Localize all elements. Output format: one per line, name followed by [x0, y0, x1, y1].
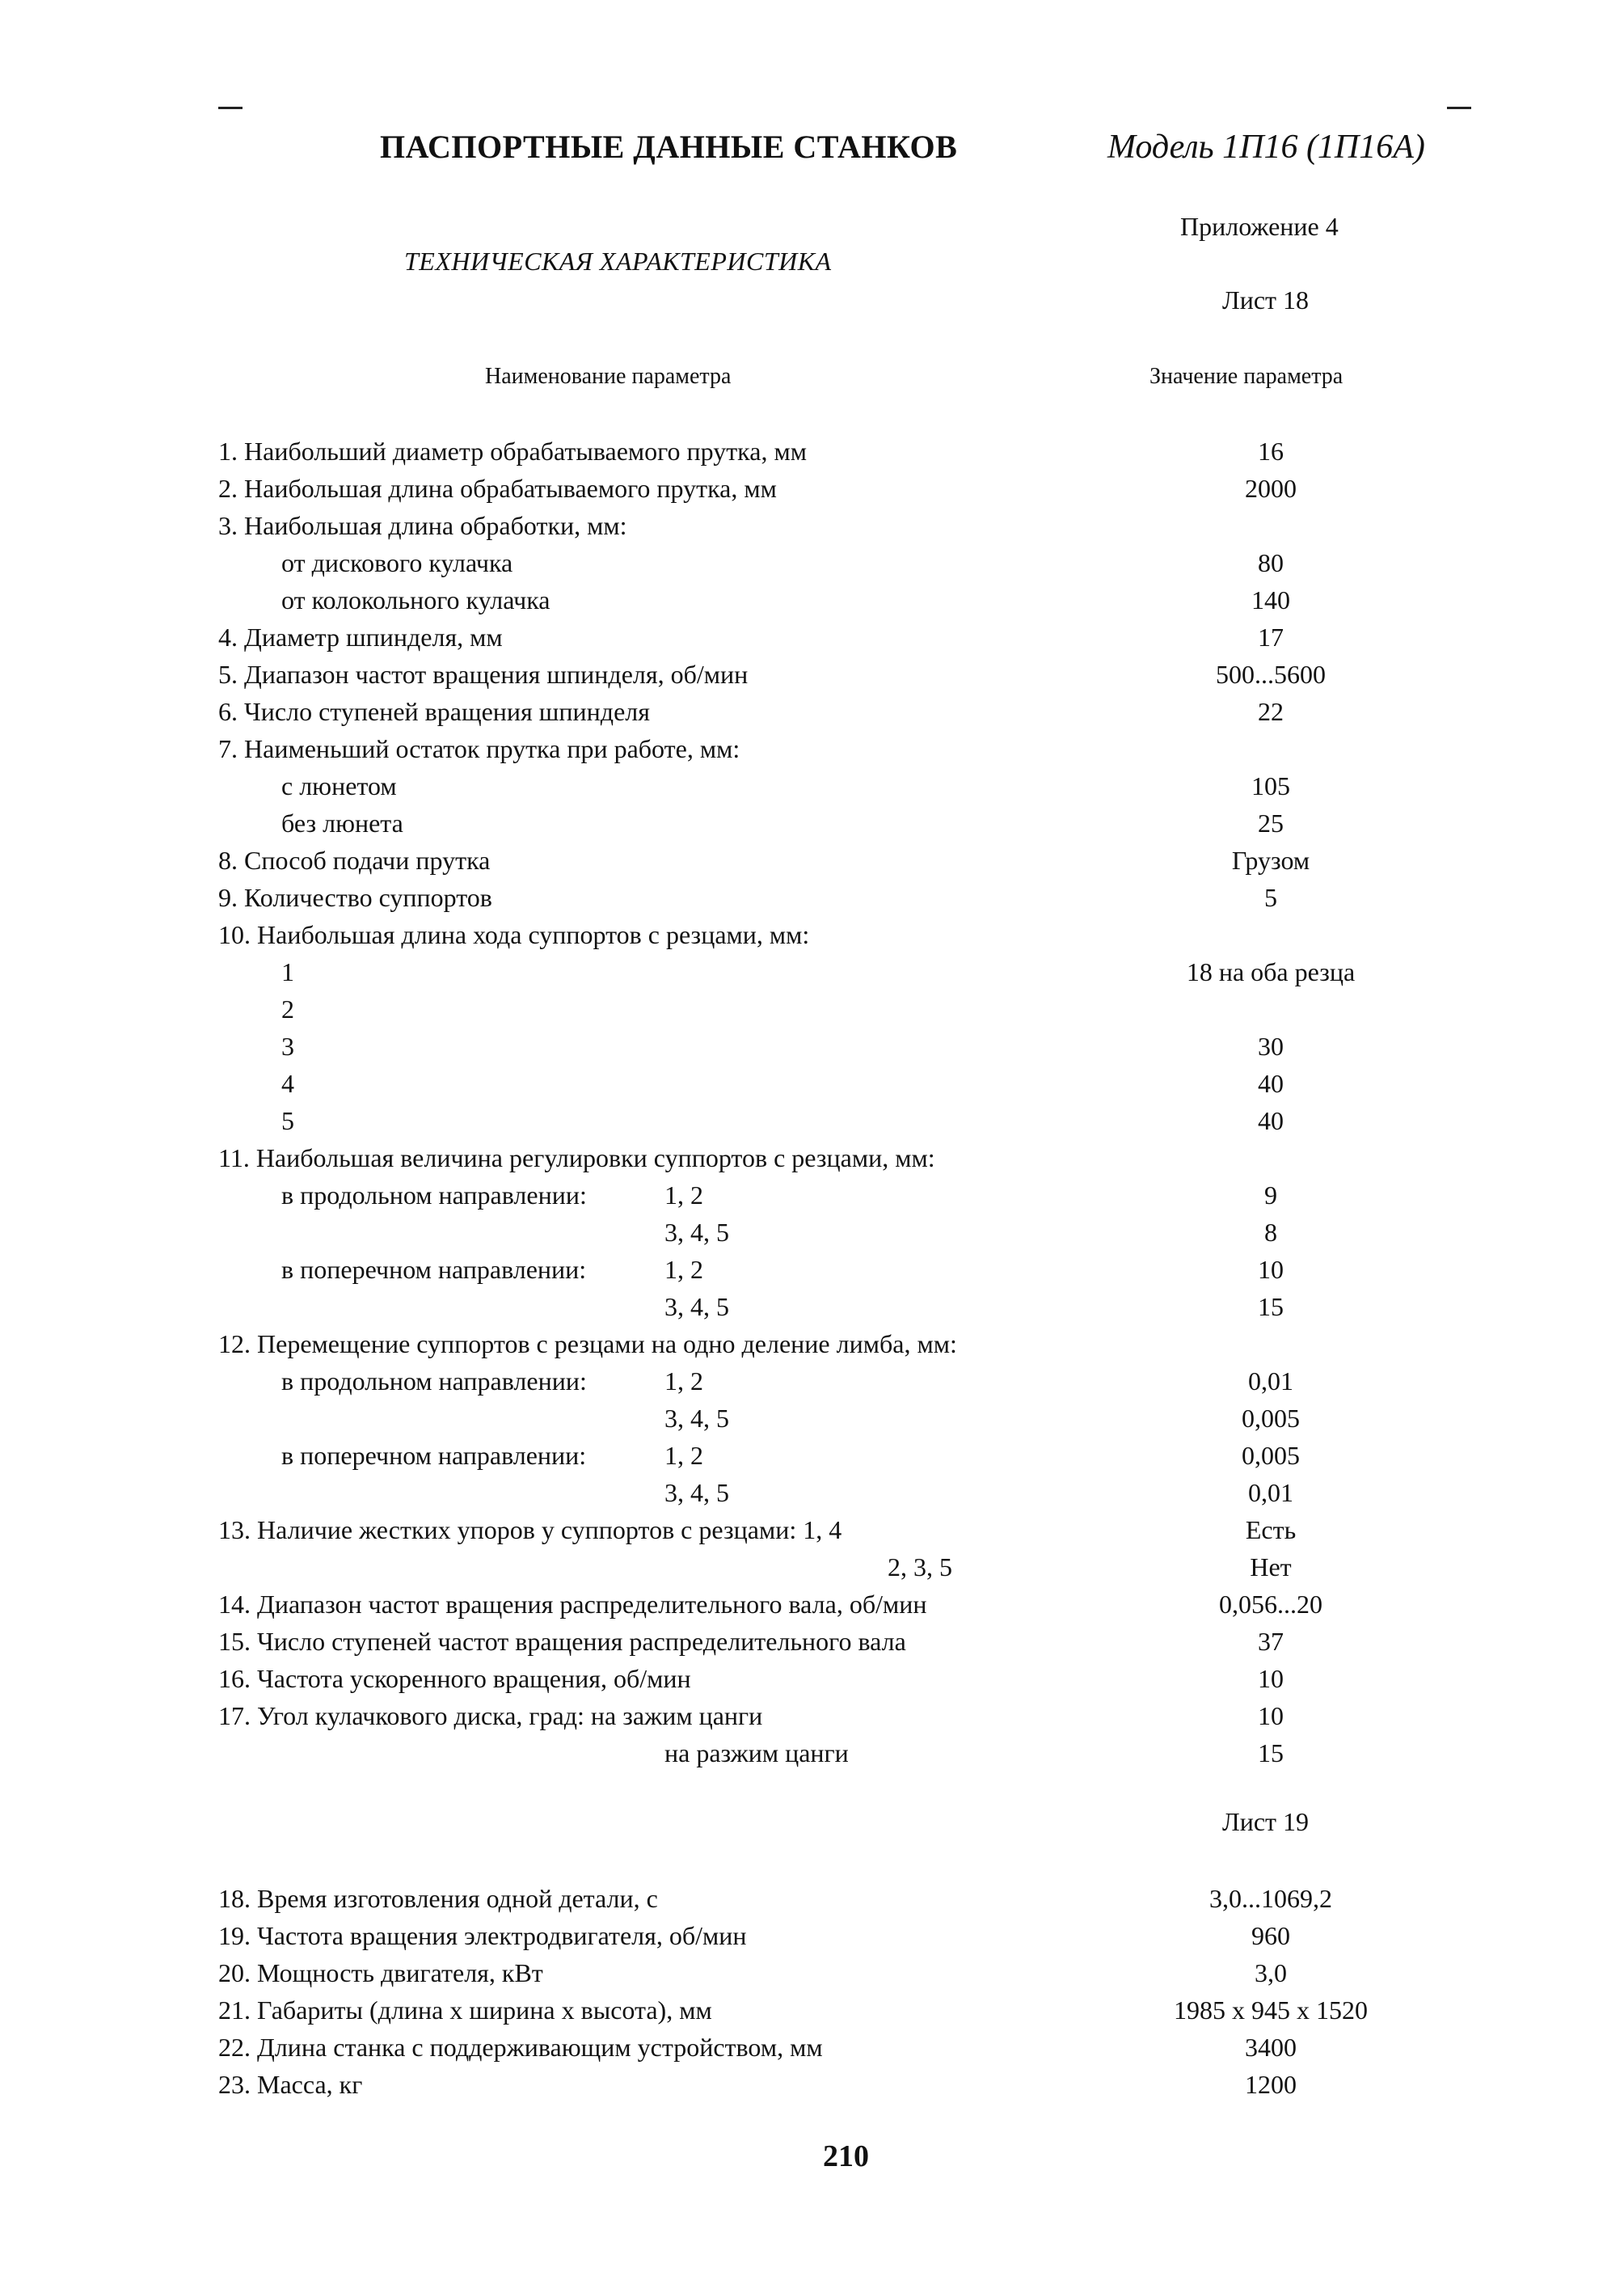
param-value: 15 [1258, 1292, 1284, 1321]
param-value: 17 [1258, 623, 1284, 652]
table-row [0, 1660, 1624, 1697]
param-value: 30 [1258, 1032, 1284, 1061]
table-row [0, 1251, 1624, 1288]
param-label: 11. Наибольшая величина регулировки суппортов с резцами, мм: [218, 1143, 935, 1172]
table-row [0, 1288, 1624, 1325]
table-row [0, 581, 1624, 619]
table-row [0, 1734, 1624, 1771]
table-row [0, 767, 1624, 804]
param-label: в поперечном направлении: [281, 1441, 587, 1470]
param-value: Нет [1250, 1552, 1292, 1581]
running-header-title: ПАСПОРТНЫЕ ДАННЫЕ СТАНКОВ [380, 129, 958, 165]
param-value: 3,0...1069,2 [1209, 1884, 1332, 1913]
param-label: 21. Габариты (длина х ширина х высота), мм [218, 1995, 712, 2025]
table-row [0, 1954, 1624, 1991]
param-label: 1. Наибольший диаметр обрабатываемого прутка, мм [218, 437, 807, 466]
param-label: 9. Количество суппортов [218, 883, 492, 912]
appendix-label: Приложение 4 [1180, 212, 1339, 241]
table-row [0, 1325, 1624, 1362]
param-label: от дискового кулачка [281, 548, 513, 577]
param-value: 140 [1251, 585, 1290, 614]
table-row [0, 842, 1624, 879]
param-sub: 3, 4, 5 [664, 1218, 729, 1247]
param-label: без люнета [281, 809, 403, 838]
param-label: 19. Частота вращения электродвигателя, об/мин [218, 1921, 747, 1950]
table-row [0, 1065, 1624, 1102]
table-row [0, 879, 1624, 916]
param-label: от колокольного кулачка [281, 585, 550, 614]
param-value: 18 на оба резца [1186, 957, 1356, 986]
table-row [0, 619, 1624, 656]
column-header-value: Значение параметра [1149, 364, 1343, 389]
param-sub: 3, 4, 5 [664, 1404, 729, 1433]
param-value: 22 [1258, 697, 1284, 726]
param-value: Есть [1245, 1515, 1297, 1544]
table-row [0, 1880, 1624, 1917]
table-row [0, 2029, 1624, 2066]
param-value: 37 [1258, 1627, 1284, 1656]
param-value: 0,01 [1248, 1366, 1293, 1396]
running-header-model: Модель 1П16 (1П16А) [1107, 129, 1425, 166]
param-value: 0,005 [1242, 1441, 1300, 1470]
table-row [0, 544, 1624, 581]
param-label: 18. Время изготовления одной детали, с [218, 1884, 658, 1913]
table-row [0, 1139, 1624, 1176]
param-label: 13. Наличие жестких упоров у суппортов с резцами: 1, 4 [218, 1515, 842, 1544]
table-row [0, 1176, 1624, 1214]
param-value: 0,01 [1248, 1478, 1293, 1507]
param-sub: 2, 3, 5 [888, 1552, 952, 1581]
param-label: 2. Наибольшая длина обрабатываемого прутка, мм [218, 474, 777, 503]
param-sub: 3, 4, 5 [664, 1478, 729, 1507]
param-label: 12. Перемещение суппортов с резцами на одно деление лимба, мм: [218, 1329, 957, 1358]
param-value: 16 [1258, 437, 1284, 466]
param-label: 10. Наибольшая длина хода суппортов с резцами, мм: [218, 920, 810, 949]
param-value: 80 [1258, 548, 1284, 577]
param-value: 10 [1258, 1664, 1284, 1693]
table-row [0, 507, 1624, 544]
param-value: 2000 [1245, 474, 1297, 503]
param-label: 2 [281, 994, 294, 1024]
table-row [0, 1697, 1624, 1734]
param-value: 0,005 [1242, 1404, 1300, 1433]
column-header-name: Наименование параметра [485, 364, 732, 389]
table-row [0, 1511, 1624, 1548]
param-value: Грузом [1231, 846, 1310, 875]
crop-mark-left [218, 107, 243, 109]
table-row [0, 1102, 1624, 1139]
param-label: 17. Угол кулачкового диска, град: на зажим цанги [218, 1701, 763, 1730]
sheet-label-19: Лист 19 [1222, 1807, 1310, 1836]
param-label: 14. Диапазон частот вращения распределительного вала, об/мин [218, 1590, 927, 1619]
param-sub: 1, 2 [664, 1366, 703, 1396]
param-value: 10 [1258, 1255, 1284, 1284]
param-label: 16. Частота ускоренного вращения, об/мин [218, 1664, 691, 1693]
param-label: с люнетом [281, 771, 397, 800]
table-row [0, 990, 1624, 1028]
param-value: 8 [1264, 1218, 1277, 1247]
table-row [0, 1548, 1624, 1586]
param-value: 3,0 [1255, 1958, 1287, 1987]
param-label: 1 [281, 957, 294, 986]
param-label: 4 [281, 1069, 294, 1098]
table-row [0, 693, 1624, 730]
table-row [0, 804, 1624, 842]
table-row [0, 1437, 1624, 1474]
param-label: 3 [281, 1032, 294, 1061]
table-row [0, 1623, 1624, 1660]
param-value: 25 [1258, 809, 1284, 838]
param-label: 8. Способ подачи прутка [218, 846, 491, 875]
table-row [0, 1400, 1624, 1437]
param-value: 3400 [1245, 2033, 1297, 2062]
param-label: 6. Число ступеней вращения шпинделя [218, 697, 650, 726]
param-label: 20. Мощность двигателя, кВт [218, 1958, 543, 1987]
table-row [0, 1028, 1624, 1065]
param-label: в продольном направлении: [281, 1366, 587, 1396]
table-row [0, 470, 1624, 507]
table-row [0, 656, 1624, 693]
param-label: 5 [281, 1106, 294, 1135]
table-row [0, 1991, 1624, 2029]
sheet-label-18: Лист 18 [1222, 285, 1310, 315]
table-row [0, 2066, 1624, 2103]
page-number: 210 [823, 2139, 869, 2173]
param-value: 40 [1258, 1106, 1284, 1135]
table-row [0, 730, 1624, 767]
param-value: 40 [1258, 1069, 1284, 1098]
param-value: 1985 х 945 х 1520 [1174, 1995, 1368, 2025]
param-label: 22. Длина станка с поддерживающим устройством, мм [218, 2033, 823, 2062]
param-value: 10 [1258, 1701, 1284, 1730]
crop-mark-right [1447, 107, 1471, 109]
table-row [0, 1586, 1624, 1623]
param-label: 23. Масса, кг [218, 2070, 363, 2099]
table-row [0, 1917, 1624, 1954]
table-row [0, 1214, 1624, 1251]
param-value: 960 [1251, 1921, 1290, 1950]
param-value: 0,056...20 [1219, 1590, 1322, 1619]
param-value: 1200 [1245, 2070, 1297, 2099]
param-sub: 1, 2 [664, 1180, 703, 1210]
param-value: 500...5600 [1216, 660, 1326, 689]
param-sub: 1, 2 [664, 1441, 703, 1470]
table-row [0, 1474, 1624, 1511]
table-row [0, 1362, 1624, 1400]
param-label: 4. Диаметр шпинделя, мм [218, 623, 503, 652]
table-row [0, 433, 1624, 470]
table-row [0, 953, 1624, 990]
param-value: 9 [1264, 1180, 1277, 1210]
param-sub: 1, 2 [664, 1255, 703, 1284]
param-label: 15. Число ступеней частот вращения распределительного вала [218, 1627, 906, 1656]
param-value: 105 [1251, 771, 1290, 800]
param-label: 5. Диапазон частот вращения шпинделя, об/мин [218, 660, 749, 689]
param-label: в продольном направлении: [281, 1180, 587, 1210]
table-row [0, 916, 1624, 953]
section-title: ТЕХНИЧЕСКАЯ ХАРАКТЕРИСТИКА [404, 247, 832, 276]
param-label: в поперечном направлении: [281, 1255, 587, 1284]
param-sub: на разжим цанги [664, 1738, 849, 1767]
param-value: 5 [1264, 883, 1277, 912]
param-value: 15 [1258, 1738, 1284, 1767]
param-label: 3. Наибольшая длина обработки, мм: [218, 511, 627, 540]
param-sub: 3, 4, 5 [664, 1292, 729, 1321]
param-label: 7. Наименьший остаток прутка при работе, мм: [218, 734, 740, 763]
